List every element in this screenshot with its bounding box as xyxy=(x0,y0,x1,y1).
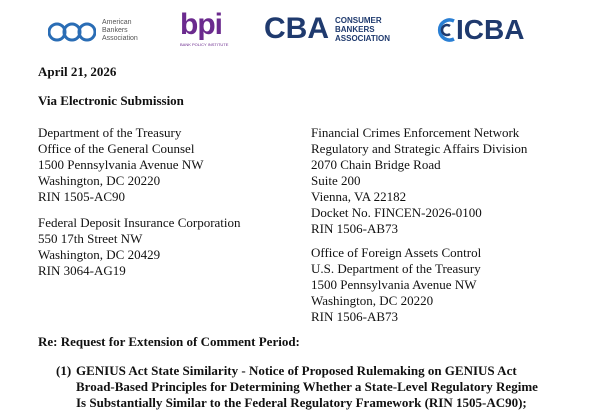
address-line: 1500 Pennsylvania Avenue NW xyxy=(311,277,477,292)
address-line: Washington, DC 20429 xyxy=(38,247,161,262)
address-line: Office of Foreign Assets Control xyxy=(311,245,482,260)
address-line: RIN 3064-AG19 xyxy=(38,263,126,278)
address-treasury-gc xyxy=(38,125,203,205)
address-fdic xyxy=(38,215,241,279)
item-line: GENIUS Act State Similarity - Notice of Proposed Rulemaking on GENIUS Act xyxy=(76,363,517,378)
address-line: Office of the General Counsel xyxy=(38,141,195,156)
item-number: (1) xyxy=(56,363,72,378)
address-fincen xyxy=(311,125,527,237)
cba-wordmark: CBA xyxy=(264,12,329,45)
address-line: RIN 1505-AC90 xyxy=(38,189,126,204)
subject-line: Re: Request for Extension of Comment Period: xyxy=(38,334,300,349)
delivery-method: Via Electronic Submission xyxy=(38,93,184,108)
icba-logo xyxy=(436,14,536,46)
aba-mark-icon xyxy=(48,18,96,46)
aba-logo xyxy=(48,16,148,48)
logo-header xyxy=(0,0,600,58)
address-line: Washington, DC 20220 xyxy=(38,173,161,188)
cba-logo xyxy=(264,12,404,48)
bpi-logo xyxy=(178,10,228,52)
aba-line-3: Association xyxy=(102,35,138,42)
address-line: Financial Crimes Enforcement Network xyxy=(311,125,520,140)
icba-wordmark: ICBA xyxy=(456,14,525,45)
address-line: Docket No. FINCEN-2026-0100 xyxy=(311,205,482,220)
cba-line-1: CONSUMER xyxy=(335,16,382,25)
address-line: 550 17th Street NW xyxy=(38,231,143,246)
aba-line-2: Bankers xyxy=(102,27,128,34)
item-line: Is Substantially Similar to the Federal Regulatory Framework (RIN 1505-AC90); xyxy=(76,395,527,410)
address-ofac xyxy=(311,245,481,325)
address-line: RIN 1506-AB73 xyxy=(311,309,399,324)
address-line: Suite 200 xyxy=(311,173,361,188)
cba-line-2: BANKERS xyxy=(335,25,375,34)
bpi-subtitle: BANK POLICY INSTITUTE xyxy=(180,42,229,47)
address-line: RIN 1506-AB73 xyxy=(311,221,399,236)
bpi-wordmark: bpi xyxy=(180,8,222,41)
address-line: U.S. Department of the Treasury xyxy=(311,261,481,276)
address-line: 2070 Chain Bridge Road xyxy=(311,157,441,172)
address-line: Washington, DC 20220 xyxy=(311,293,434,308)
aba-line-1: American xyxy=(102,19,132,26)
icba-mark-icon xyxy=(436,17,458,43)
address-line: 1500 Pennsylvania Avenue NW xyxy=(38,157,204,172)
item-line: Broad-Based Principles for Determining Whether a State-Level Regulatory Regime xyxy=(76,379,538,394)
address-line: Federal Deposit Insurance Corporation xyxy=(38,215,241,230)
address-line: Vienna, VA 22182 xyxy=(311,189,407,204)
cba-line-3: ASSOCIATION xyxy=(335,34,390,43)
address-line: Regulatory and Strategic Affairs Division xyxy=(311,141,528,156)
address-line: Department of the Treasury xyxy=(38,125,182,140)
letter-date: April 21, 2026 xyxy=(38,64,117,79)
